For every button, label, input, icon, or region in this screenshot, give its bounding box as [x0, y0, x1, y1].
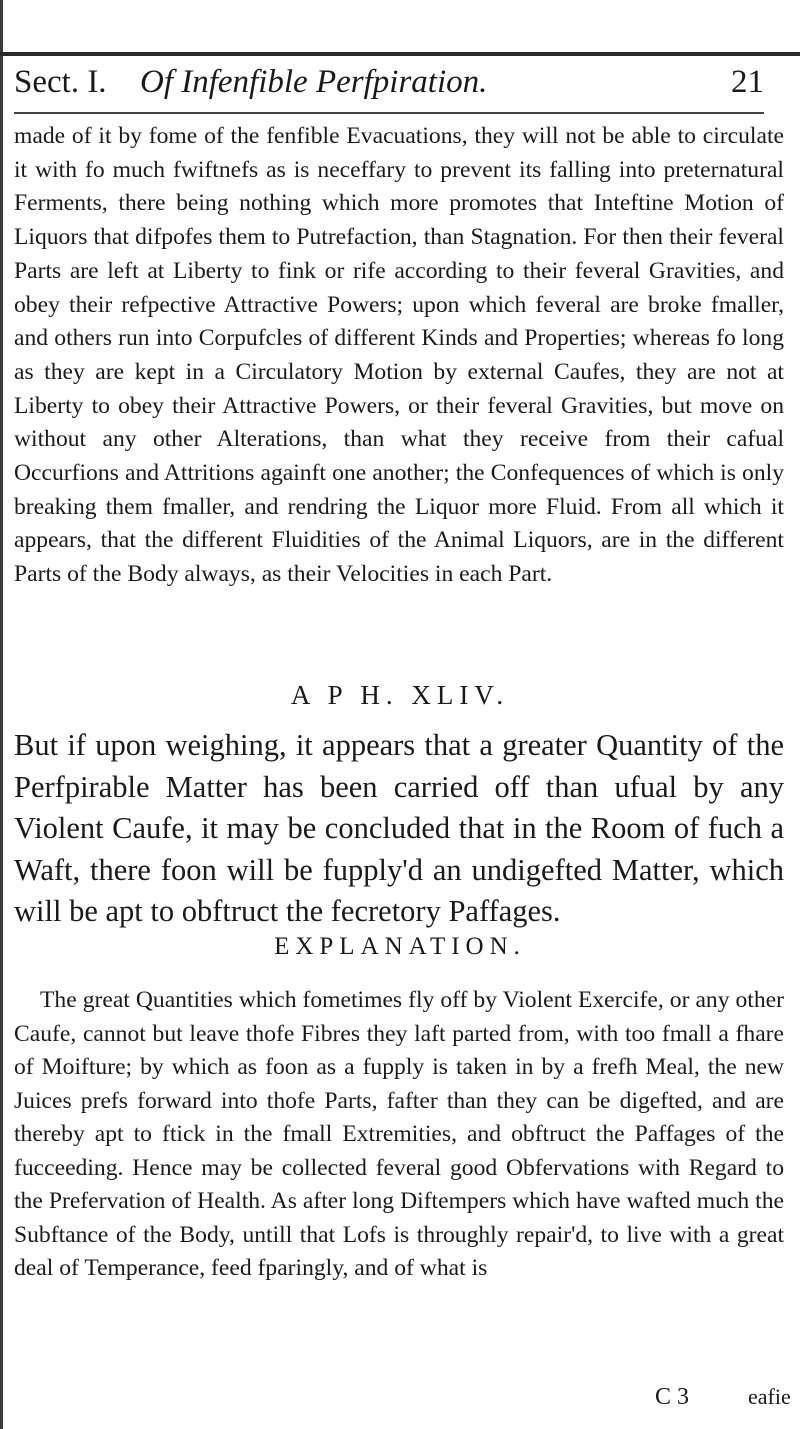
running-header	[14, 64, 774, 110]
explanation-heading: EXPLANATION.	[274, 933, 526, 960]
section-label: Sect. I.	[14, 64, 107, 100]
paragraph-continuation: made of it by fome of the fenfible Evacuations, they will not be able to circulate it with fo much fwiftnefs as is neceffary to prevent its falling into preternatural Ferments, there being nothing which more promotes that Inteftine Motion of Liquors that difpofes them to Putrefaction, than Stagnation. For then their feveral Parts are left at Liberty to fink or rife according to their feveral Gravities, and obey their refpective Attractive Powers; upon which feveral are broke fmaller, and others run into Corpufcles of different Kinds and Properties; whereas fo long as they are kept in a Circulatory Motion by external Caufes, they are not at Liberty to obey their Attractive Powers, or their feveral Gravities, but move on without any other Alterations, than what they receive from their cafual Occurfions and Attritions againft one another; the Confequences of which is only breaking them fmaller, and rendring the Liquor more Fluid. From all which it appears, that the different Fluidities of the Animal Liquors, are in the different Parts of the Body always, as their Velocities in each Part.	[14, 123, 784, 588]
page-gutter-edge	[0, 0, 3, 1429]
catchword: eafie	[748, 1384, 791, 1409]
aphorism-heading: A P H. XLIV.	[290, 680, 510, 710]
top-rule	[0, 52, 800, 56]
signature-mark: C 3	[655, 1384, 690, 1410]
running-title: Of Infenfible Perfpiration.	[140, 64, 488, 100]
aphorism-proposition: But if upon weighing, it appears that a greater Quantity of the Perfpirable Matter has been carried off than ufual by any Violent Caufe, it may be concluded that in the Room of fuch a Waft, there foon will be fupply'd an undigefted Matter, which will be apt to obftruct the fecretory Paffages.	[14, 728, 784, 928]
page-number: 21	[731, 64, 764, 100]
explanation-paragraph: The great Quantities which fometimes fly off by Violent Exercife, or any other Caufe, cannot but leave thofe Fibres they laft parted from, with too fmall a fhare of Moifture; by which as foon as a fupply is taken in by a frefh Meal, the new Juices prefs forward into thofe Parts, fafter than they can be digefted, and are thereby apt to ftick in the fmall Extremities, and obftruct the Paffages of the fucceeding. Hence may be collected feveral good Obfervations with Regard to the Prefervation of Health. As after long Diftempers which have wafted much the Subftance of the Body, untill that Lofs is throughly repair'd, to live with a great deal of Temperance, feed fparingly, and of what is	[14, 987, 784, 1281]
header-rule	[14, 112, 764, 114]
